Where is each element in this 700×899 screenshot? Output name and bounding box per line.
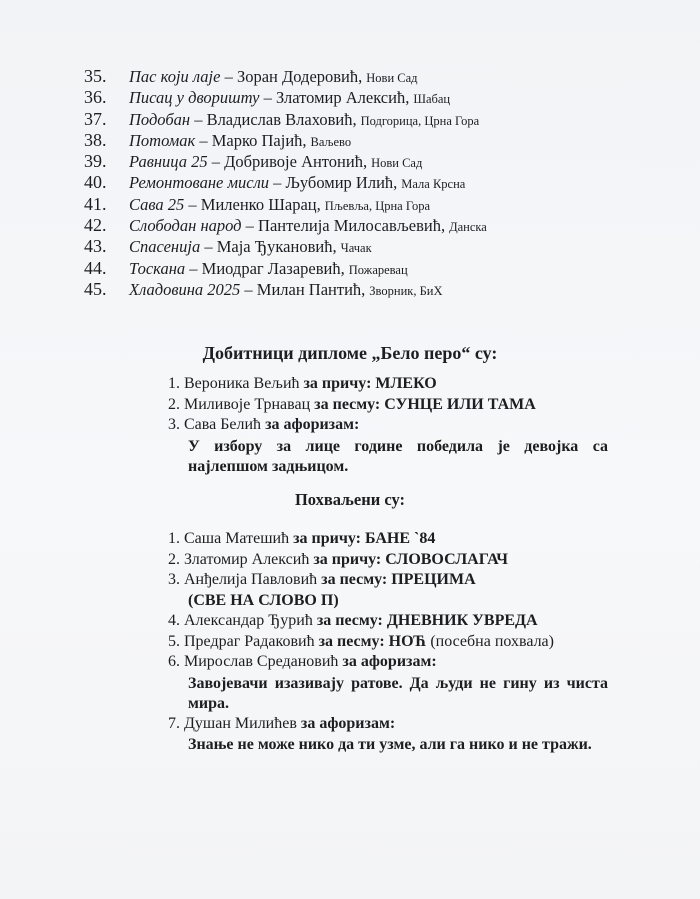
category: за песму: <box>318 632 385 650</box>
winner-name: Вероника Вељић <box>184 375 300 392</box>
item-number: 1. <box>168 530 180 547</box>
dash: – <box>194 109 203 129</box>
winner-name: Сава Белић <box>184 416 262 433</box>
entry-title: Хладовина 2025 <box>129 279 241 299</box>
dash: – <box>245 216 254 236</box>
entry-title: Пас који лаје <box>129 67 221 86</box>
work-title: СЛОВОСЛАГАЧ <box>385 550 509 568</box>
entry-place: Ваљево <box>310 134 352 149</box>
category: за афоризам: <box>300 714 396 732</box>
entry-title: Писац у дворишту <box>129 88 260 108</box>
aphorism-text: Знање не може нико да ти узме, али га нико и не тражи. <box>188 736 592 753</box>
entry-title: Равница 25 <box>129 152 208 172</box>
item-number: 7. <box>168 714 180 732</box>
work-title: МЛЕКО <box>375 375 437 392</box>
entry-place: Чачак <box>340 241 372 256</box>
entry-place: Мала Крсна <box>401 177 466 192</box>
entry-number: 45. <box>84 278 107 299</box>
praised-name: Душан Милићев <box>184 714 297 732</box>
entry-number: 43. <box>84 236 107 257</box>
entry-author: Маја Ђукановић, <box>216 237 337 257</box>
entry-title: Подобан <box>129 109 191 129</box>
entry-author: Златомир Алексић, <box>275 88 410 108</box>
work-title: ПРЕЦИМА <box>391 571 476 588</box>
item-number: 2. <box>168 550 180 568</box>
praised-heading: Похваљени су: <box>294 490 406 509</box>
list-item <box>168 530 628 551</box>
praised-name: Александар Ђурић <box>184 612 313 629</box>
entry-title: Слободан народ <box>129 216 242 236</box>
list-item <box>168 633 628 654</box>
entry-place: Зворник, БиХ <box>369 283 443 298</box>
dash: – <box>273 173 282 193</box>
entry-number: 42. <box>84 215 107 236</box>
item-number: 5. <box>168 632 180 650</box>
praised-name: Предраг Радаковић <box>184 632 315 650</box>
work-title: БАНЕ `84 <box>365 530 436 547</box>
category: за причу: <box>313 550 382 568</box>
work-title: ДНЕВНИК УВРЕДА <box>386 612 538 629</box>
dash: – <box>211 152 220 172</box>
entry-place: Пожаревац <box>348 262 408 277</box>
list-item <box>84 66 644 87</box>
diploma-list <box>168 375 628 478</box>
entry-author: Пантелија Милосављевић, <box>258 216 446 236</box>
entry-author: Милан Пантић, <box>256 279 366 299</box>
item-number: 3. <box>168 416 180 433</box>
entry-author: Добривоје Антонић, <box>224 152 368 172</box>
list-item <box>84 236 644 257</box>
dash: – <box>199 130 208 150</box>
dash: – <box>204 237 213 257</box>
entry-place: Данска <box>449 220 487 235</box>
list-item <box>168 416 628 437</box>
list-item <box>168 551 628 572</box>
category: за песму: <box>316 612 383 629</box>
list-item <box>168 571 628 592</box>
item-number: 1. <box>168 375 180 392</box>
entry-place: Шабац <box>413 92 451 107</box>
list-item <box>168 612 628 633</box>
entry-title: Спасенија <box>129 237 201 257</box>
entry-number: 40. <box>84 172 107 193</box>
entry-number: 38. <box>84 129 107 150</box>
entry-number: 39. <box>84 151 107 172</box>
praised-name: Мирослав Средановић <box>184 653 339 670</box>
item-number: 3. <box>168 571 180 588</box>
entry-author: Владислав Влаховић, <box>206 109 357 129</box>
entry-place: Нови Сад <box>366 71 418 85</box>
item-number: 4. <box>168 612 180 629</box>
work-title-continued: (СВЕ НА СЛОВО П) <box>188 591 339 609</box>
list-item <box>84 151 644 172</box>
list-item <box>84 130 644 151</box>
list-item <box>84 87 644 108</box>
dash: – <box>189 258 198 278</box>
entry-place: Пљевља, Црна Гора <box>324 198 431 213</box>
entry-number: 41. <box>84 193 107 214</box>
list-item <box>84 215 644 236</box>
list-item <box>84 279 644 300</box>
list-item <box>168 396 628 417</box>
special-note: (посебна похвала) <box>430 632 554 650</box>
entry-title: Тоскана <box>129 258 186 278</box>
entry-number: 37. <box>84 108 107 129</box>
list-item <box>84 172 644 193</box>
item-number: 6. <box>168 653 180 670</box>
category: за песму: <box>321 571 388 588</box>
category: за афоризам: <box>265 416 360 433</box>
dash: – <box>263 88 272 108</box>
entry-number: 35. <box>84 66 107 86</box>
list-item <box>84 194 644 215</box>
list-item <box>84 109 644 130</box>
entry-title: Ремонтоване мисли <box>129 173 270 193</box>
aphorism-text: Завојевачи изазивају ратове. Да људи не гину из чиста мира. <box>188 674 608 712</box>
entry-author: Љубомир Илић, <box>285 173 398 193</box>
entries-list <box>84 66 644 300</box>
praised-name: Златомир Алексић <box>184 550 310 568</box>
list-item <box>84 258 644 279</box>
category: за причу: <box>303 375 372 392</box>
aphorism-text: У избору за лице године победила је девојка са најлепшом задњицом. <box>188 437 608 475</box>
winner-name: Миливоје Трнавац <box>184 395 311 413</box>
dash: – <box>188 194 197 214</box>
work-title: СУНЦЕ ИЛИ ТАМА <box>384 395 536 413</box>
entry-title: Сава 25 <box>129 194 185 214</box>
category: за песму: <box>314 395 381 413</box>
dash: – <box>244 279 253 299</box>
list-item <box>168 653 628 674</box>
praised-name: Анђелија Павловић <box>184 571 318 588</box>
category: за причу: <box>293 530 361 547</box>
work-title: НОЋ <box>388 632 427 650</box>
list-item <box>168 715 628 736</box>
entry-author: Миодраг Лазаревић, <box>201 258 345 278</box>
dash: – <box>224 67 233 86</box>
list-item <box>168 375 628 396</box>
praised-name: Саша Матешић <box>184 530 290 547</box>
entry-place: Нови Сад <box>371 156 423 171</box>
entry-number: 36. <box>84 87 107 108</box>
entry-title: Потомак <box>129 130 196 150</box>
item-number: 2. <box>168 395 180 413</box>
entry-author: Зоран Додеровић, <box>236 67 363 86</box>
entry-number: 44. <box>84 257 107 278</box>
entry-author: Миленко Шарац, <box>200 194 321 214</box>
entry-author: Марко Пајић, <box>211 130 307 150</box>
praised-list <box>168 530 628 756</box>
category: за афоризам: <box>342 653 437 670</box>
entry-place: Подгорица, Црна Гора <box>360 113 480 128</box>
diploma-heading: Добитници дипломе „Бело перо“ су: <box>202 343 498 363</box>
